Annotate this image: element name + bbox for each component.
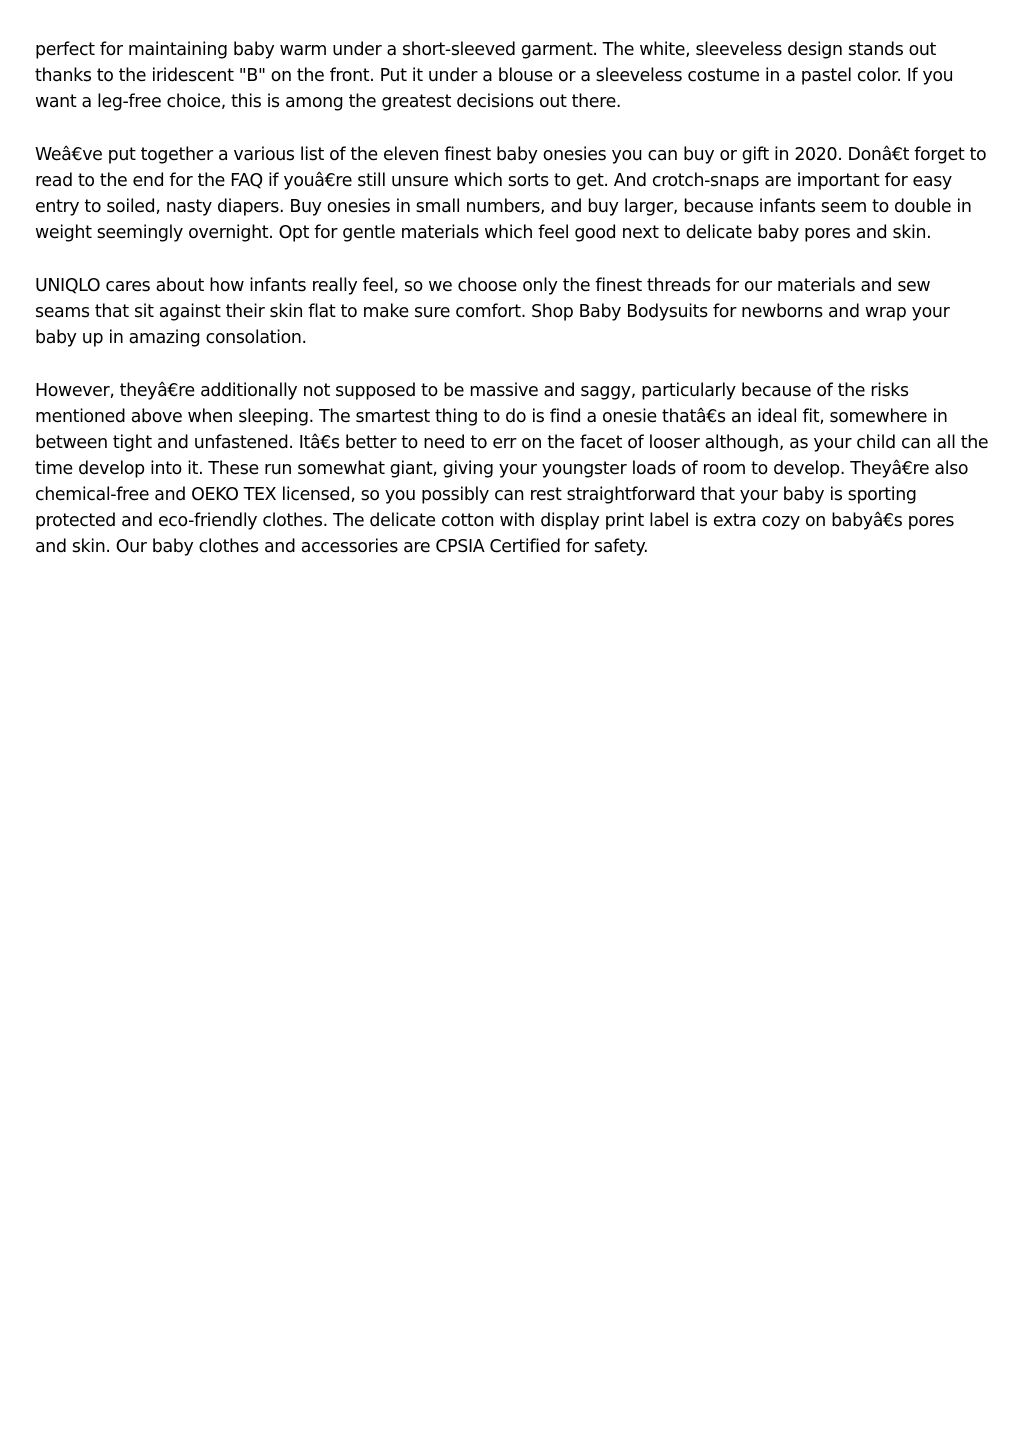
paragraph-3: UNIQLO cares about how infants really feel, so we choose only the finest threads for our materials and sew seams that sit against their skin flat to make sure comfort. Shop Baby Bodysuits for newborns and wrap your baby up in amazing consolation. xyxy=(35,276,950,348)
paragraph-1: perfect for maintaining baby warm under a short-sleeved garment. The white, sleeveless design stands out thanks to the iridescent "B" on the front. Put it under a blouse or a sleeveless costume in a pastel color. If you want a leg-free choice, this is among the greatest decisions out there. xyxy=(35,40,954,112)
paragraph-4: However, theyâ€re additionally not supposed to be massive and saggy, particularly because of the risks mentioned above when sleeping. The smartest thing to do is find a onesie thatâ€s an ideal fit, somewhere in between tight and unfastened. Itâ€s better to need to err on the facet of looser although, as your child can all the time develop into it. These run somewhat giant, giving your youngster loads of room to develop. Theyâ€re also chemical-free and OEKO TEX licensed, so you possibly can rest straightforward that your baby is sporting protected and eco-friendly clothes. The delicate cotton with display print label is extra cozy on babyâ€s pores and skin. Our baby clothes and accessories are CPSIA Certified for safety. xyxy=(35,381,989,557)
document-body xyxy=(35,37,990,587)
paragraph-2: Weâ€ve put together a various list of the eleven finest baby onesies you can buy or gift in 2020. Donâ€t forget to read to the end for the FAQ if youâ€re still unsure which sorts to get. And crotch-snaps are important for easy entry to soiled, nasty diapers. Buy onesies in small numbers, and buy larger, because infants seem to double in weight seemingly overnight. Opt for gentle materials which feel good next to delicate baby pores and skin. xyxy=(35,145,987,243)
